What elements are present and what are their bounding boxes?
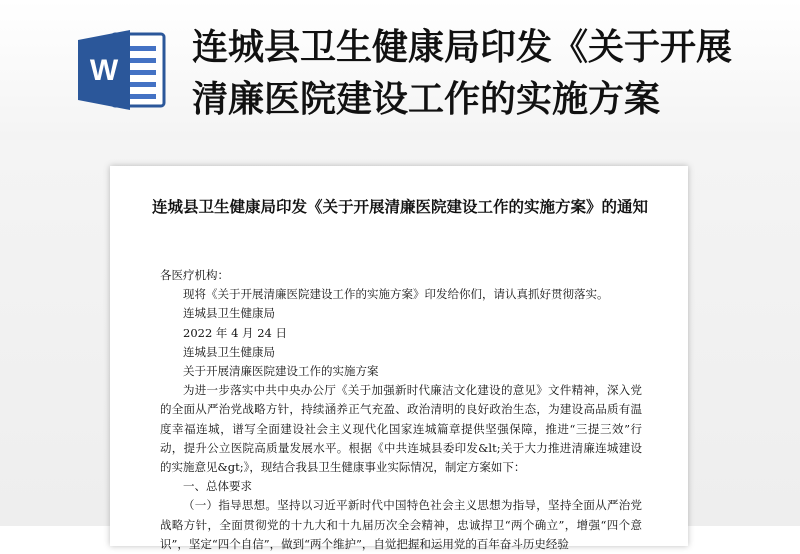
- date-line: 2022 年 4 月 24 日: [183, 325, 287, 340]
- paragraph: （一）指导思想。坚持以习近平新时代中国特色社会主义思想为指导，坚持全面从严治党战略方针，全面贯彻党的十九大和十九届历次全会精神，忠诚捍卫“两个确立”，增强“四个意识”，坚定“四个自信”，做到“两个维护”，自觉把握和运用党的百年奋斗历史经验: [160, 498, 642, 551]
- word-icon-letter: W: [89, 54, 119, 87]
- issuer-line: 连城县卫生健康局: [183, 306, 275, 321]
- document-title: 连城县卫生健康局印发《关于开展清廉医院建设工作的实施方案》的通知: [151, 198, 648, 216]
- section-heading: 一、总体要求: [183, 479, 252, 494]
- intro-text: 现将《关于开展清廉医院建设工作的实施方案》印发给你们，请认真抓好贯彻落实。: [183, 287, 609, 302]
- plan-title: 关于开展清廉医院建设工作的实施方案: [183, 364, 379, 379]
- document-body: [160, 266, 642, 554]
- page-title: 连城县卫生健康局印发《关于开展清廉医院建设工作的实施方案: [192, 27, 733, 120]
- word-doc-icon: [76, 28, 172, 112]
- salutation: 各医疗机构：: [160, 268, 229, 282]
- issuer-line-2: 连城县卫生健康局: [183, 344, 275, 359]
- paragraph: 为进一步落实中共中央办公厅《关于加强新时代廉洁文化建设的意见》文件精神，深入党的全面从严治党战略方针，持续涵养正气充盈、政治清明的良好政治生态，为建设高品质有温度幸福连城，谱写全面建设社会主义现代化国家连城篇章提供坚强保障，推进“三提三效”行动，提升公立医院高质量发展水平。根据《中共连城县委印发&lt;关于大力推进清廉连城建设的实施意见&gt;》，现结合我县卫生健康事业实际情况，制定方案如下：: [160, 383, 642, 475]
